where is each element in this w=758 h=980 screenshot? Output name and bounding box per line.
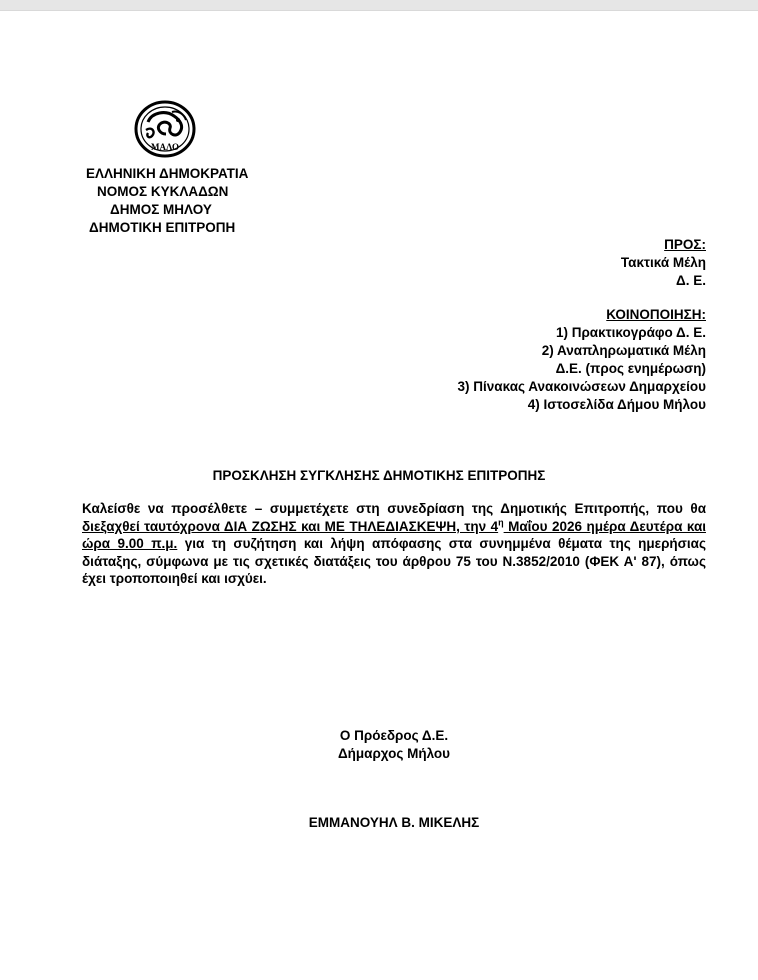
viewer-top-bar xyxy=(0,0,758,11)
signature-role-1: Ο Πρόεδρος Δ.Ε. xyxy=(339,728,449,743)
notification-item-3: 3) Πίνακας Ανακοινώσεων Δημαρχείου xyxy=(457,379,706,394)
notification-item-4: 4) Ιστοσελίδα Δήμου Μήλου xyxy=(527,397,706,412)
signatory-name: ΕΜΜΑΝΟΥΗΛ Β. ΜΙΚΕΛΗΣ xyxy=(308,815,480,830)
header-line-republic: ΕΛΛΗΝΙΚΗ ΔΗΜΟΚΡΑΤΙΑ xyxy=(86,166,249,181)
municipal-seal-icon xyxy=(134,100,196,158)
body-part-2: για τη συζήτηση και λήψη απόφασης στα συνημμένα θέματα της ημερήσιας διάταξης, σύμφωνα με τις σχετικές διατάξεις του άρθρου 75 του Ν.3852/2010 (ΦΕΚ Α' 87), όπως έχει τροποποιηθεί και ισχύει. xyxy=(82,536,706,586)
recipients-label: ΠΡΟΣ: xyxy=(664,237,706,252)
notification-label: ΚΟΙΝΟΠΟΙΗΣΗ: xyxy=(606,307,706,322)
notification-item-2: 2) Αναπληρωματικά Μέλη xyxy=(541,343,706,358)
recipients-line1: Τακτικά Μέλη xyxy=(620,255,706,270)
meeting-details-1: διεξαχθεί ταυτόχρονα ΔΙΑ ΖΩΣΗΣ και ΜΕ ΤΗΛΕΔΙΑΣΚΕΨΗ, την 4 xyxy=(82,518,499,534)
meeting-details-2: Μαΐου 2026 ημέρα Δευτέρα και ώρα 9.00 π.μ. xyxy=(82,518,706,551)
notification-item-2-cont: Δ.Ε. (προς ενημέρωση) xyxy=(555,361,706,376)
header-line-municipality: ΔΗΜΟΣ ΜΗΛΟΥ xyxy=(110,202,212,217)
header-line-committee: ΔΗΜΟΤΙΚΗ ΕΠΙΤΡΟΠΗ xyxy=(89,220,236,235)
notification-item-1: 1) Πρακτικογράφο Δ. Ε. xyxy=(555,325,706,340)
invitation-paragraph xyxy=(82,500,706,588)
document-title: ΠΡΟΣΚΛΗΣΗ ΣΥΓΚΛΗΣΗΣ ΔΗΜΟΤΙΚΗΣ ΕΠΙΤΡΟΠΗΣ xyxy=(212,468,546,483)
header-line-prefecture: ΝΟΜΟΣ ΚΥΚΛΑΔΩΝ xyxy=(97,184,229,199)
recipients-line2: Δ. Ε. xyxy=(676,273,706,288)
seal-text: ΜΑΛΟ xyxy=(151,142,179,152)
ordinal-superscript: η xyxy=(498,517,504,527)
signature-role-2: Δήμαρχος Μήλου xyxy=(337,746,451,761)
body-part-1: Καλείσθε να προσέλθετε – συμμετέχετε στη συνεδρίαση της Δημοτικής Επιτροπής, που θα xyxy=(82,501,706,516)
